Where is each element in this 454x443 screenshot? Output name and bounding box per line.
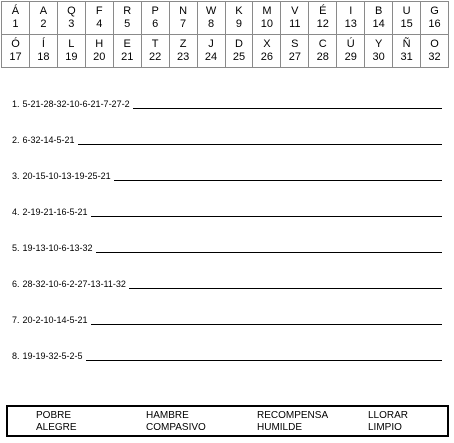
cipher-letter: G [430, 5, 439, 17]
cipher-letter: Z [179, 38, 187, 50]
cipher-letter: X [263, 38, 271, 50]
cipher-key-body [2, 2, 449, 68]
exercise-row [12, 312, 442, 326]
exercise-row [12, 96, 442, 110]
exercise-number: 6. [12, 279, 20, 289]
exercise-item [12, 96, 442, 132]
cipher-key-cell [57, 35, 85, 68]
word-bank-word: COMPASIVO [146, 422, 206, 433]
cipher-letter: B [374, 5, 383, 17]
cipher-key-cell [113, 35, 141, 68]
exercise-code: 6-32-14-5-21 [22, 135, 75, 145]
exercise-code: 20-15-10-13-19-25-21 [22, 171, 111, 181]
cipher-letter: A [39, 5, 48, 17]
word-bank-grid [36, 410, 446, 434]
cipher-key-cell [309, 2, 337, 35]
cipher-key-cell [57, 2, 85, 35]
exercise-row [12, 204, 442, 218]
cipher-number: 12 [316, 18, 329, 30]
exercise-row [12, 240, 442, 254]
cipher-key-cell [421, 2, 449, 35]
answer-line[interactable] [96, 242, 442, 253]
cipher-key-cell [29, 35, 57, 68]
cipher-letter: Ú [346, 38, 355, 50]
cipher-number: 9 [235, 18, 243, 30]
cipher-key-cell [225, 35, 253, 68]
word-bank-word: LLORAR [368, 410, 409, 421]
cipher-key-cell [393, 2, 421, 35]
cipher-number: 2 [40, 18, 47, 30]
cipher-key-cell [2, 35, 30, 68]
cipher-number: 7 [180, 18, 187, 30]
cipher-letter: Ó [11, 38, 20, 50]
cipher-letter: F [95, 5, 103, 17]
cipher-key-cell [141, 2, 169, 35]
exercise-row [12, 132, 442, 146]
cipher-number: 27 [288, 51, 301, 63]
answer-line[interactable] [86, 350, 442, 361]
cipher-letter: H [95, 38, 104, 50]
cipher-letter: Y [374, 38, 383, 50]
exercise-number: 8. [12, 351, 20, 361]
cipher-letter: Í [41, 38, 45, 50]
cipher-number: 19 [65, 51, 78, 63]
cipher-letter: Á [11, 5, 20, 17]
cipher-letter: K [235, 5, 243, 17]
cipher-key-cell [225, 2, 253, 35]
exercise-number: 1. [12, 99, 20, 109]
exercise-row [12, 348, 442, 362]
exercise-code: 19-19-32-5-2-5 [22, 351, 83, 361]
answer-line[interactable] [78, 134, 442, 145]
word-bank-word: HAMBRE [146, 410, 189, 421]
cipher-letter: L [68, 38, 75, 50]
cipher-key-cell [393, 35, 421, 68]
cipher-key-cell [421, 35, 449, 68]
cipher-key-cell [197, 2, 225, 35]
word-bank-word: ALEGRE [36, 422, 77, 433]
exercise-item [12, 348, 442, 384]
cipher-number: 21 [121, 51, 134, 63]
cipher-key-table [1, 1, 449, 68]
cipher-key-cell [309, 35, 337, 68]
cipher-key-row [2, 2, 449, 35]
cipher-key-cell [253, 2, 281, 35]
cipher-number: 32 [428, 51, 441, 63]
cipher-letter: R [123, 5, 132, 17]
exercise-item [12, 312, 442, 348]
cipher-number: 25 [232, 51, 246, 63]
cipher-number: 11 [289, 18, 301, 30]
answer-line[interactable] [91, 206, 442, 217]
cipher-letter: D [234, 38, 243, 50]
cipher-letter: J [208, 38, 214, 50]
cipher-letter: S [291, 38, 299, 50]
word-bank-word: RECOMPENSA [257, 410, 329, 421]
cipher-key-cell [365, 35, 393, 68]
word-bank-word: POBRE [36, 410, 72, 421]
cipher-key-cell [197, 35, 225, 68]
cipher-key-row [2, 35, 449, 68]
cipher-number: 22 [149, 51, 162, 63]
cipher-number: 13 [344, 18, 357, 30]
cipher-letter: P [151, 5, 159, 17]
word-bank [6, 405, 449, 437]
exercise-number: 5. [12, 243, 20, 253]
cipher-number: 31 [400, 51, 413, 63]
cipher-letter: É [319, 5, 327, 17]
cipher-number: 15 [400, 18, 413, 30]
exercise-item [12, 132, 442, 168]
cipher-number: 26 [260, 51, 274, 63]
cipher-key-cell [85, 2, 113, 35]
exercise-row [12, 168, 442, 182]
cipher-key-cell [141, 35, 169, 68]
cipher-letter: O [430, 38, 439, 50]
exercise-code: 19-13-10-6-13-32 [22, 243, 93, 253]
cipher-key-cell [85, 35, 113, 68]
cipher-number: 6 [152, 18, 159, 30]
cipher-letter: C [318, 38, 327, 50]
exercise-number: 3. [12, 171, 20, 181]
word-bank-word: HUMILDE [257, 422, 303, 433]
answer-line[interactable] [91, 314, 442, 325]
cipher-key-cell [253, 35, 281, 68]
cipher-letter: I [349, 5, 353, 17]
cipher-letter: U [402, 5, 411, 17]
cipher-letter: N [179, 5, 188, 17]
cipher-number: 17 [9, 51, 22, 63]
cipher-letter: V [291, 5, 299, 17]
cipher-key-cell [29, 2, 57, 35]
cipher-number: 30 [372, 51, 385, 63]
exercise-list [12, 96, 442, 384]
answer-line[interactable] [133, 98, 442, 109]
cipher-number: 20 [93, 51, 106, 63]
cipher-key-cell [2, 2, 30, 35]
cipher-letter: E [123, 38, 131, 50]
cipher-number: 8 [207, 18, 215, 30]
exercise-number: 7. [12, 315, 20, 325]
cipher-number: 28 [316, 51, 329, 63]
cipher-number: 29 [344, 51, 357, 63]
exercise-item [12, 168, 442, 204]
cipher-key-cell [113, 2, 141, 35]
cipher-key-cell [281, 2, 309, 35]
word-bank-word: LIMPIO [368, 422, 402, 433]
cipher-number: 16 [428, 18, 441, 30]
exercise-number: 2. [12, 135, 20, 145]
cipher-letter: W [205, 5, 217, 17]
cipher-letter: Q [67, 5, 76, 17]
answer-line[interactable] [129, 278, 442, 289]
exercise-code: 5-21-28-32-10-6-21-7-27-2 [22, 99, 130, 109]
cipher-letter: M [262, 5, 272, 17]
cipher-letter: T [151, 38, 159, 50]
exercise-item [12, 204, 442, 240]
cipher-number: 5 [124, 18, 131, 30]
exercise-item [12, 276, 442, 312]
exercise-code: 20-2-10-14-5-21 [22, 315, 88, 325]
cipher-number: 23 [176, 51, 190, 63]
cipher-number: 3 [68, 18, 75, 30]
exercise-row [12, 276, 442, 290]
answer-line[interactable] [114, 170, 442, 181]
cipher-key-cell [169, 2, 197, 35]
cipher-key-cell [169, 35, 197, 68]
cipher-number: 10 [260, 18, 274, 30]
exercise-number: 4. [12, 207, 20, 217]
cipher-number: 18 [37, 51, 50, 63]
cipher-number: 14 [372, 18, 385, 30]
cipher-letter: Ñ [402, 38, 411, 50]
exercise-code: 2-19-21-16-5-21 [22, 207, 88, 217]
exercise-item [12, 240, 442, 276]
cipher-key-cell [281, 35, 309, 68]
cipher-number: 24 [204, 51, 218, 63]
exercise-code: 28-32-10-6-2-27-13-11-32 [22, 279, 126, 289]
cipher-key-cell [337, 35, 365, 68]
cipher-key-cell [337, 2, 365, 35]
cipher-number: 4 [96, 18, 103, 30]
cipher-key-cell [365, 2, 393, 35]
cipher-number: 1 [12, 18, 19, 30]
